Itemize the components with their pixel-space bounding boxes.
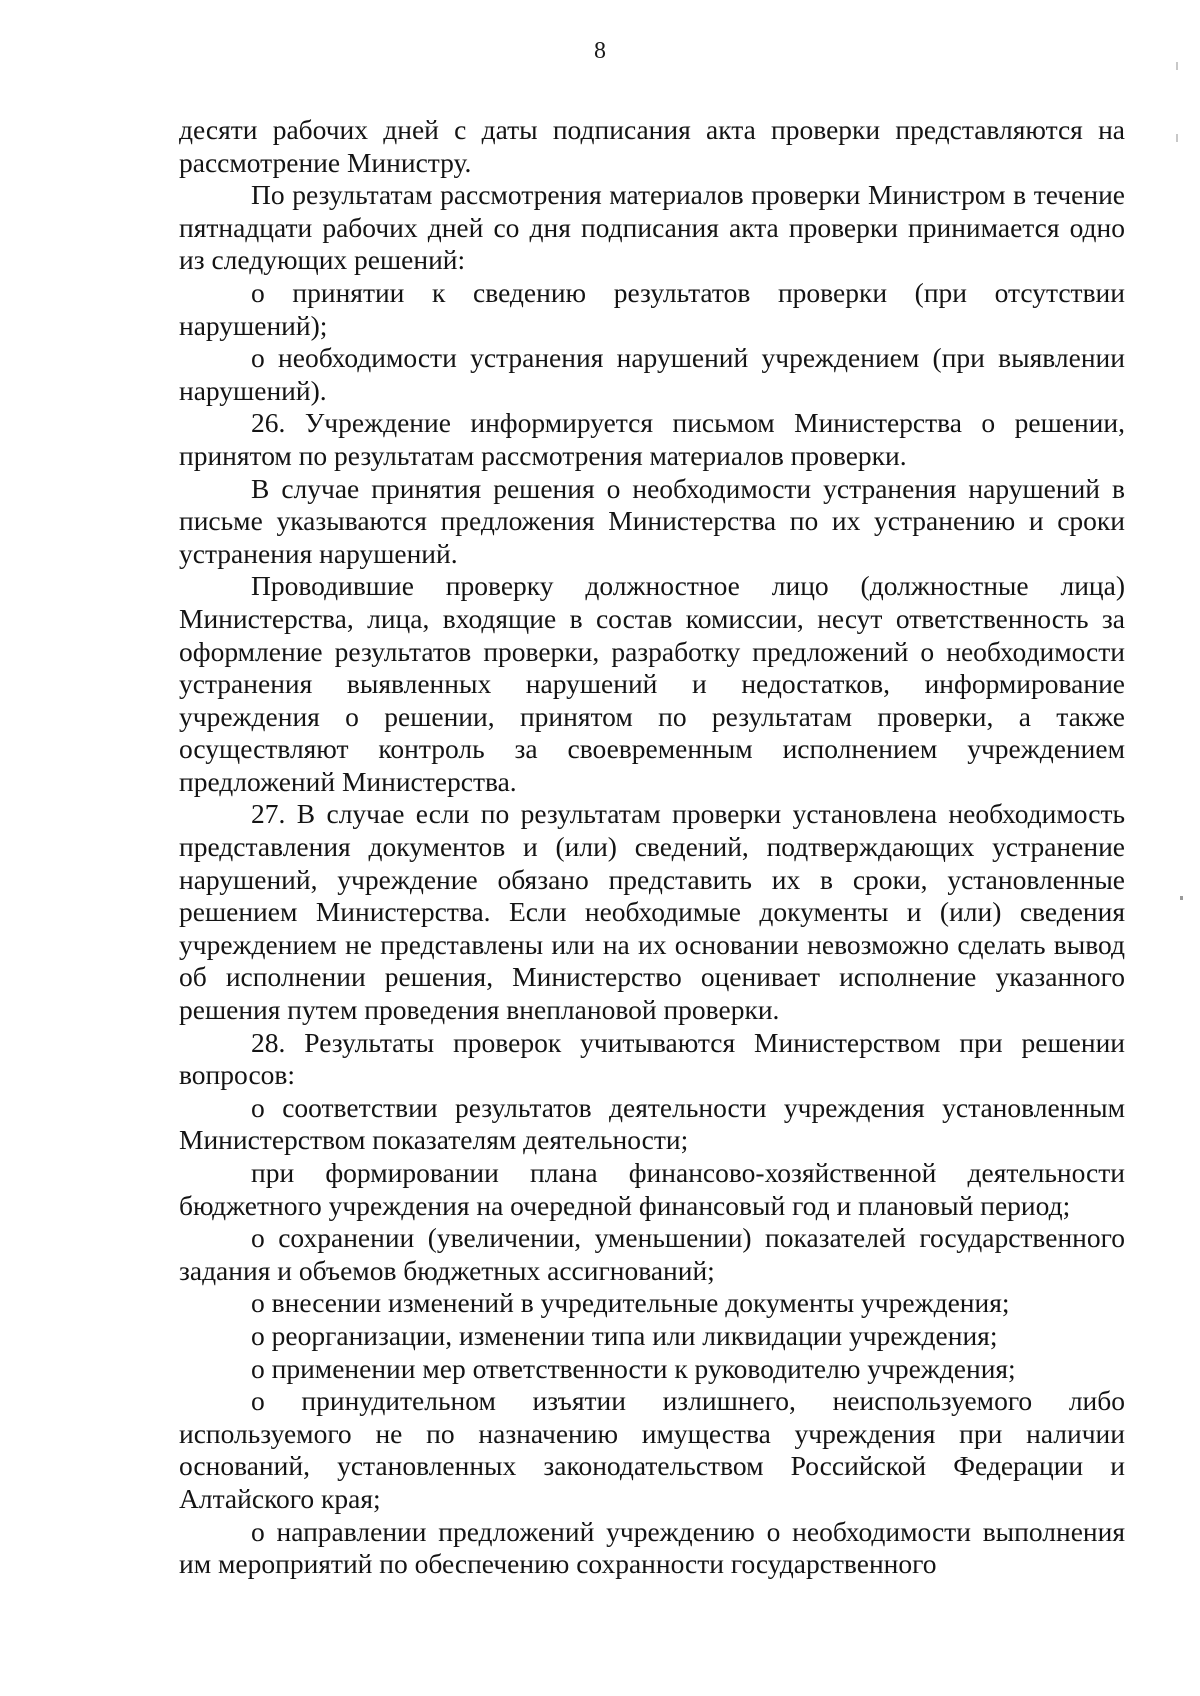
paragraph: при формировании плана финансово-хозяйственной деятельности бюджетного учреждения на очередной финансовый год и плановый период; [179, 1157, 1125, 1221]
scan-artifact [1176, 134, 1178, 142]
paragraph: о принудительном изъятии излишнего, неиспользуемого либо используемого не по назначению имущества учреждения при наличии оснований, установленных законодательством Российской Федерации и Алтайского края; [179, 1385, 1125, 1514]
scan-artifact [1180, 896, 1183, 900]
paragraph: о реорганизации, изменении типа или ликвидации учреждения; [251, 1319, 998, 1351]
scan-artifact [1176, 62, 1178, 70]
paragraph: о внесении изменений в учредительные документы учреждения; [251, 1287, 1010, 1319]
paragraph: о соответствии результатов деятельности учреждения установленным Министерством показателям деятельности; [179, 1091, 1125, 1156]
paragraph: В случае принятия решения о необходимости устранения нарушений в письме указываются предложения Министерства по их устранению и сроки устранения нарушений. [179, 472, 1125, 569]
document-body [179, 114, 1125, 1581]
paragraph: десяти рабочих дней с даты подписания акта проверки представляются на рассмотрение Министру. [179, 114, 1125, 178]
paragraph: По результатам рассмотрения материалов проверки Министром в течение пятнадцати рабочих дней со дня подписания акта проверки принимается одно из следующих решений: [179, 179, 1125, 276]
paragraph: о применении мер ответственности к руководителю учреждения; [251, 1352, 1016, 1384]
paragraph: 28. Результаты проверок учитываются Министерством при решении вопросов: [179, 1026, 1125, 1091]
paragraph: о необходимости устранения нарушений учреждением (при выявлении нарушений). [179, 342, 1125, 406]
paragraph: 26. Учреждение информируется письмом Министерства о решении, принятом по результатам рассмотрения материалов проверки. [179, 407, 1125, 471]
page-number: 8 [594, 38, 606, 64]
paragraph: Проводившие проверку должностное лицо (должностные лица) Министерства, лица, входящие в состав комиссии, несут ответственность за оформление результатов проверки, разработку предложений о необходимости устранения выявленных нарушений и недостатков, информирование учреждения о решении, принятом по результатам проверки, а также осуществляют контроль за своевременным исполнением учреждением предложений Министерства. [179, 570, 1125, 797]
paragraph: о принятии к сведению результатов проверки (при отсутствии нарушений); [179, 276, 1125, 341]
paragraph: о направлении предложений учреждению о необходимости выполнения им мероприятий по обеспечению сохранности государственного [179, 1515, 1125, 1580]
paragraph: 27. В случае если по результатам проверки установлена необходимость представления документов и (или) сведений, подтверждающих устранение нарушений, учреждение обязано представить их в сроки, установленные решением Министерства. Если необходимые документы и (или) сведения учреждением не представлены или на их основании невозможно сделать вывод об исполнении решения, Министерство оценивает исполнение указанного решения путем проведения внеплановой проверки. [179, 798, 1125, 1026]
paragraph: о сохранении (увеличении, уменьшении) показателей государственного задания и объемов бюджетных ассигнований; [179, 1222, 1125, 1286]
